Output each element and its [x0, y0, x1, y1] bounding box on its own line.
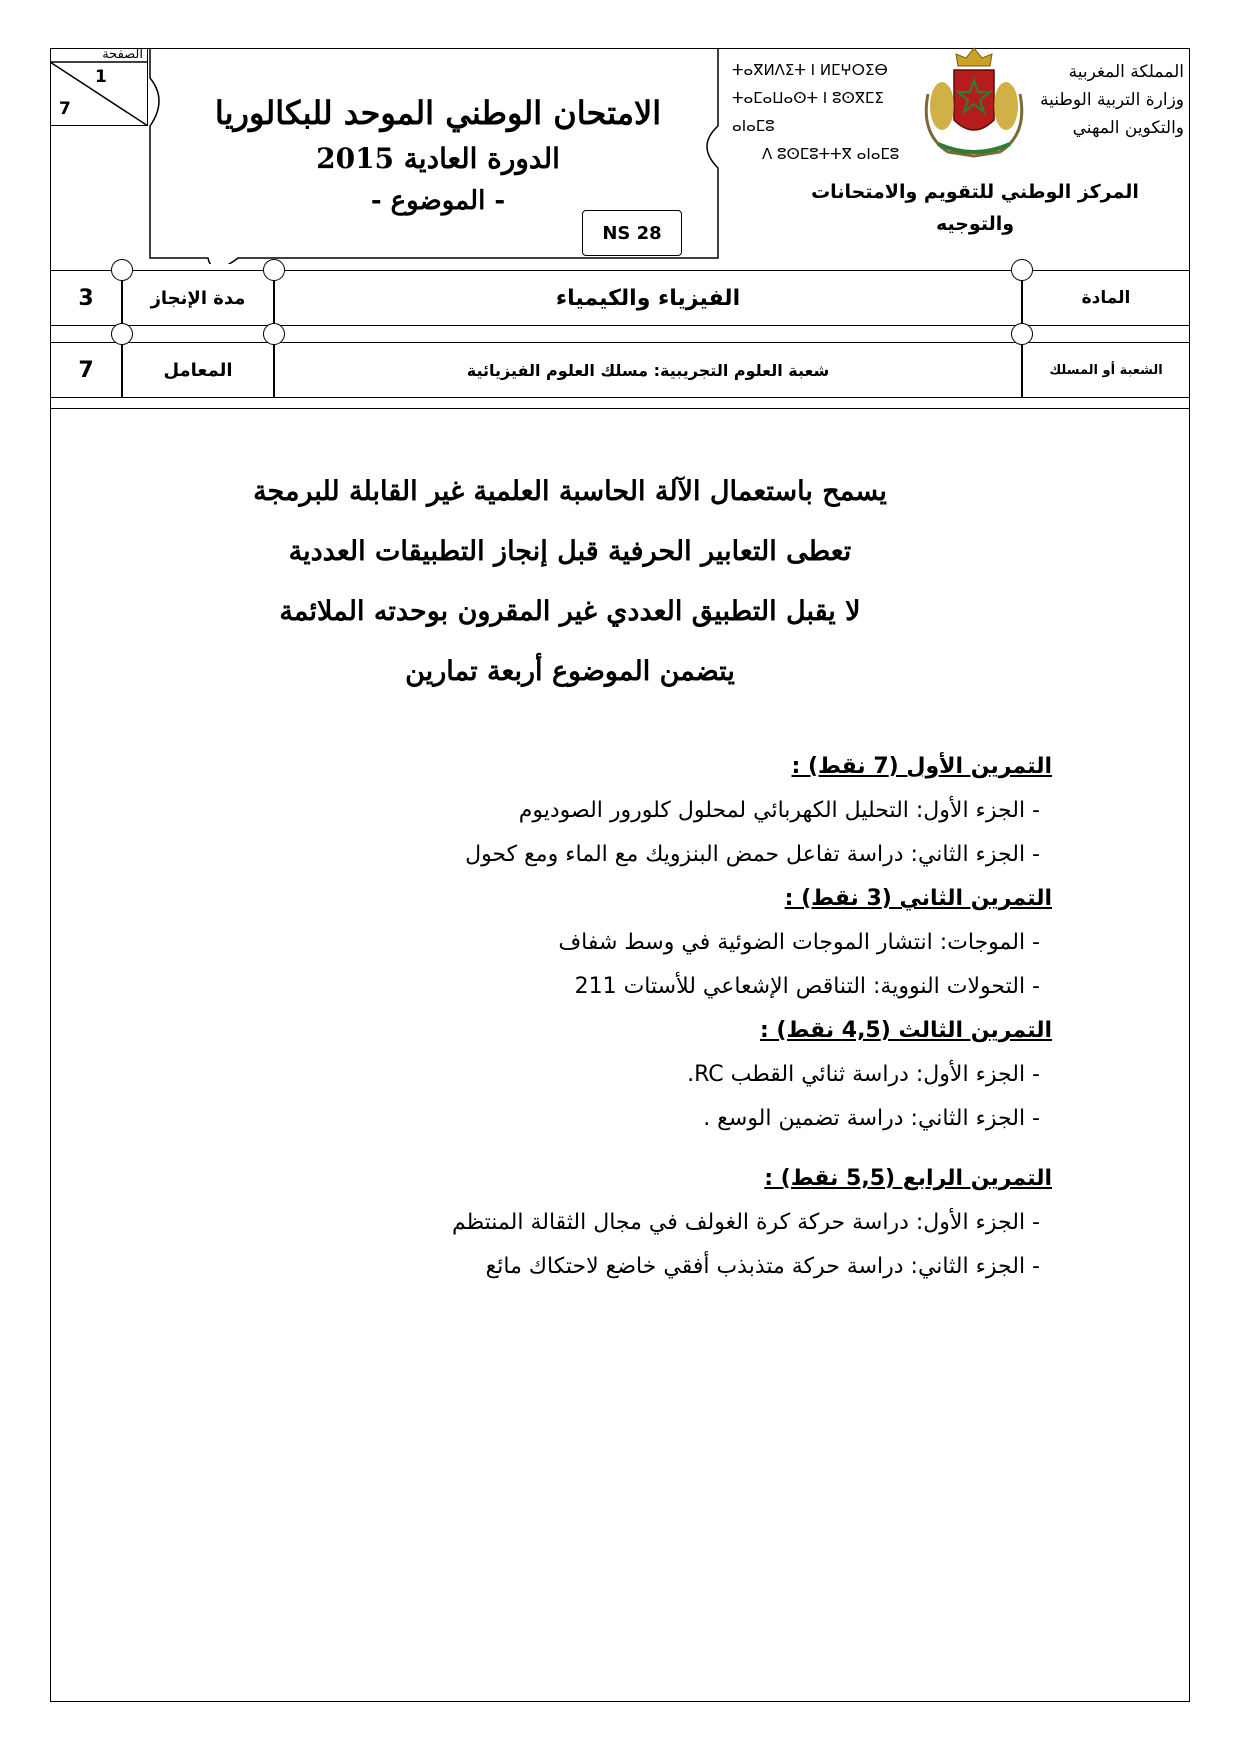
tifinagh-block: [732, 56, 922, 168]
exercise-line: - الجزء الثاني: دراسة تضمين الوسع .: [703, 1106, 1040, 1131]
subject-label: المادة: [1022, 270, 1190, 326]
exercise-line: - الجزء الأول: دراسة ثنائي القطب RC.: [687, 1062, 1040, 1087]
exercise-title: التمرين الأول (7 نقط) :: [791, 754, 1052, 779]
tifinagh-line: ⴷ ⵓⵙⵎⵓⵜⵜⴳ ⴰⵏⴰⵎⵓ: [762, 145, 900, 163]
duration-value: 3: [50, 270, 122, 326]
center-line: المركز الوطني للتقويم والامتحانات: [811, 181, 1139, 203]
ornament-circle: [111, 323, 133, 345]
page-number-box: [50, 48, 148, 126]
exercise-line: - التحولات النووية: التناقص الإشعاعي للأستات 211: [574, 974, 1040, 999]
ministry-line: وزارة التربية الوطنية: [1039, 90, 1184, 110]
exercise-line: - الجزء الأول: دراسة حركة كرة الغولف في مجال الثقالة المنتظم: [451, 1210, 1040, 1235]
track-label: الشعبة أو المسلك: [1022, 342, 1190, 398]
ministry-block: [1026, 58, 1184, 142]
exercise-title: التمرين الثالث (4,5 نقط) :: [759, 1018, 1052, 1043]
exercise-line: - الجزء الأول: التحليل الكهربائي لمحلول كلورور الصوديوم: [518, 798, 1040, 823]
exercise-title: التمرين الرابع (5,5 نقط) :: [764, 1166, 1052, 1191]
tifinagh-line: ⵜⴰⴳⵍⴷⵉⵜ ⵏ ⵍⵎⵖⵔⵉⴱ: [732, 61, 888, 79]
ornament-circle: [1011, 323, 1033, 345]
instruction-line: لا يقبل التطبيق العددي غير المقرون بوحدته الملائمة: [279, 596, 861, 627]
page-total: 7: [59, 99, 71, 119]
center-line: والتوجيه: [935, 213, 1015, 235]
coefficient-value: 7: [50, 342, 122, 398]
header-separator: [50, 408, 1190, 409]
ornament-circle: [263, 259, 285, 281]
coefficient-label: المعامل: [122, 342, 274, 398]
instruction-line: يتضمن الموضوع أربعة تمارين: [405, 656, 735, 687]
exam-subject-label: - الموضوع -: [370, 186, 506, 216]
ornament-circle: [111, 259, 133, 281]
exercise-title: التمرين الثاني (3 نقط) :: [784, 886, 1052, 911]
center-block: [780, 176, 1170, 240]
page-label: الصفحة: [102, 47, 143, 62]
tifinagh-line: ⵜⴰⵎⴰⵡⴰⵙⵜ ⵏ ⵓⵙⴳⵎⵉ ⴰⵏⴰⵎⵓ: [732, 89, 884, 135]
subject-value: الفيزياء والكيمياء: [274, 270, 1022, 326]
exam-title: الامتحان الوطني الموحد للبكالوريا: [214, 94, 662, 132]
ministry-line: والتكوين المهني: [1072, 118, 1184, 138]
ornament-circle: [1011, 259, 1033, 281]
ministry-line: المملكة المغربية: [1068, 62, 1184, 82]
instruction-line: تعطى التعابير الحرفية قبل إنجاز التطبيقات العددية: [288, 536, 852, 567]
exam-session: الدورة العادية 2015: [316, 142, 560, 175]
ornament-circle: [263, 323, 285, 345]
moroccan-emblem-icon: [918, 44, 1030, 160]
exercise-line: - الجزء الثاني: دراسة حركة متذبذب أفقي خاضع لاحتكاك مائع: [485, 1254, 1040, 1279]
exam-code: NS 28: [582, 210, 682, 256]
instruction-line: يسمح باستعمال الآلة الحاسبة العلمية غير القابلة للبرمجة: [253, 476, 887, 507]
page-current: 1: [95, 67, 107, 87]
exercise-line: - الجزء الثاني: دراسة تفاعل حمض البنزويك مع الماء ومع كحول: [465, 842, 1040, 867]
exercise-line: - الموجات: انتشار الموجات الضوئية في وسط شفاف: [558, 930, 1040, 955]
duration-label: مدة الإنجاز: [122, 270, 274, 326]
track-value: شعبة العلوم التجريبية: مسلك العلوم الفيزيائية: [274, 342, 1022, 398]
